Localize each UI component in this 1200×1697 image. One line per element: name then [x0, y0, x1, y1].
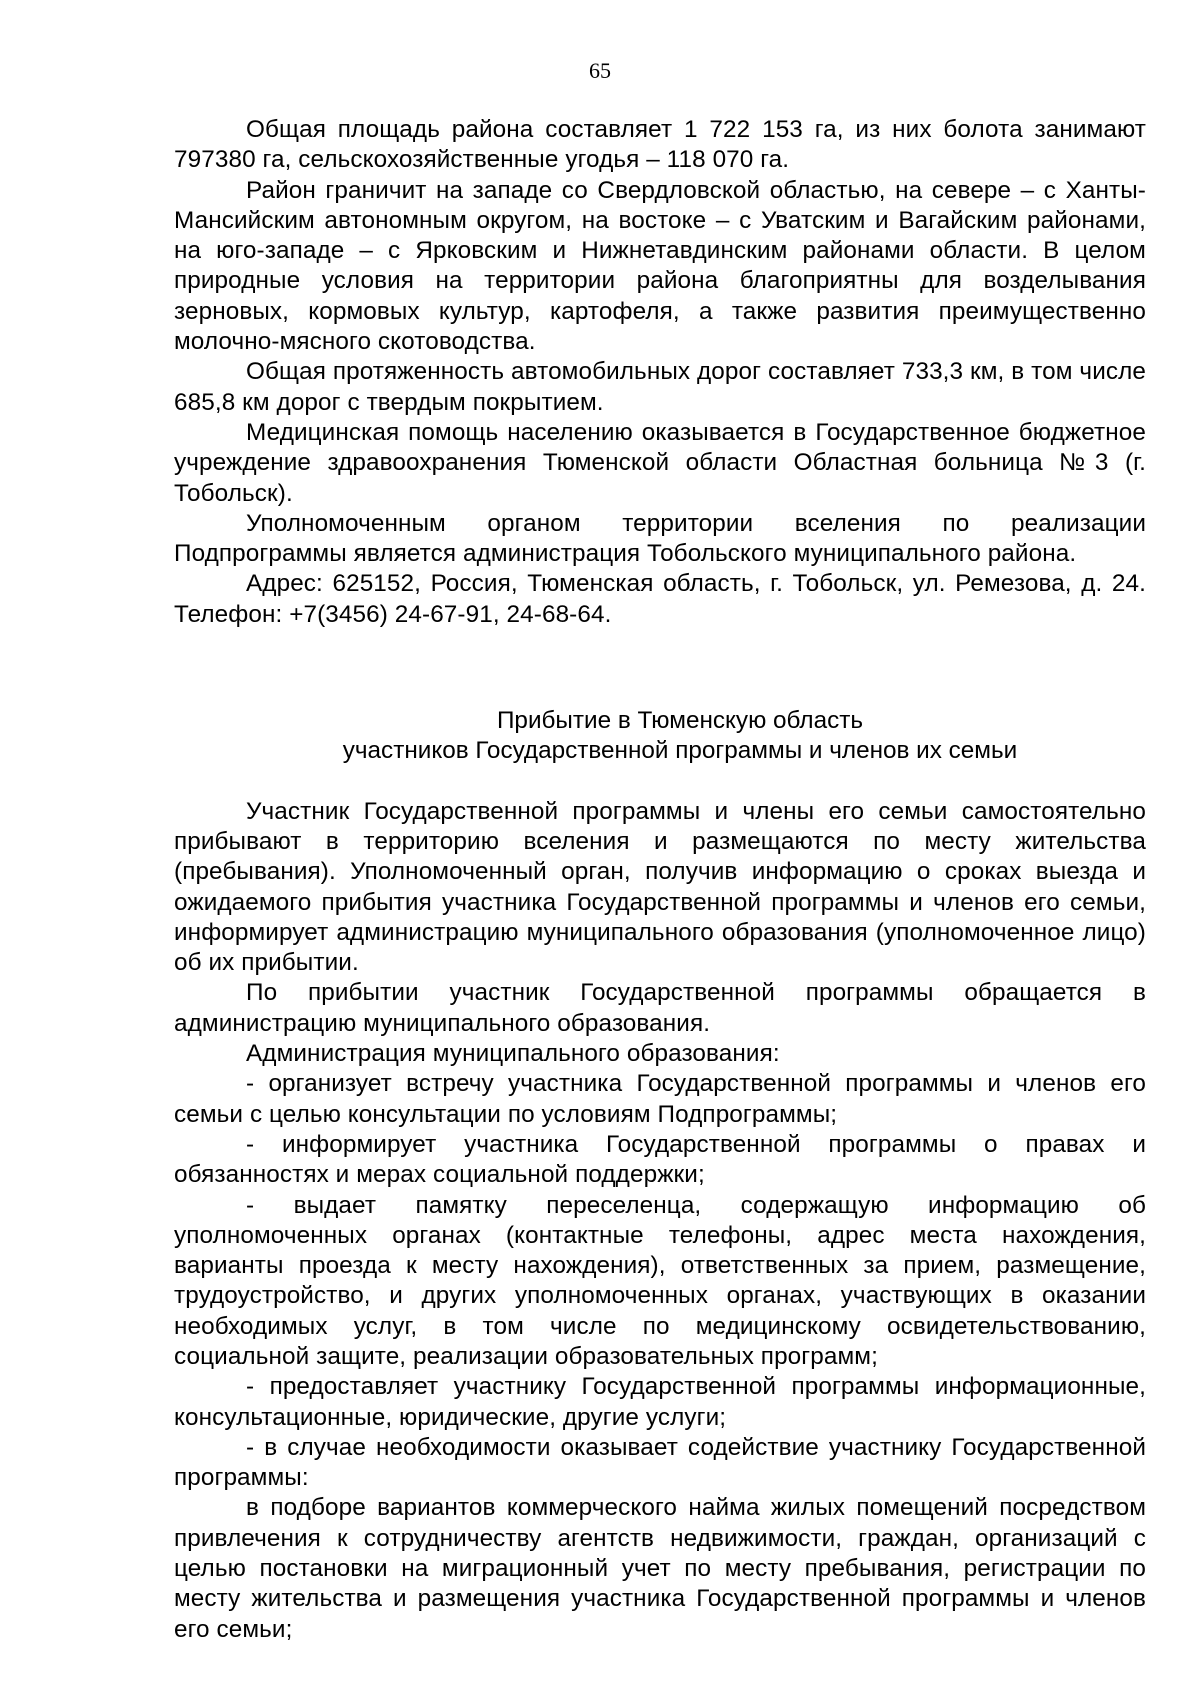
paragraph-admin-intro: Администрация муниципального образования:: [246, 1040, 780, 1068]
paragraph-contact-admin: По прибытии участник Государственной программы обращается в администрацию муниципального образования.: [174, 979, 1146, 1037]
paragraph-medical: Медицинская помощь населению оказывается в Государственное бюджетное учреждение здравоохранения Тюменской области Областная больница №3 (г. Тобольск).: [174, 418, 1146, 507]
section-heading: [174, 706, 1146, 767]
section-heading-line-1: Прибытие в Тюменскую область: [496, 707, 864, 735]
page-number: 65: [589, 58, 611, 83]
paragraph-address: Адрес: 625152, Россия, Тюменская область, г. Тобольск, ул. Ремезова, д. 24. Телефон: +7(3456) 24-67-91, 24-68-64.: [174, 570, 1146, 628]
paragraph-arrival: Участник Государственной программы и члены его семьи самостоятельно прибывают в территорию вселения и размещаются по месту жительства (пребывания). Уполномоченный орган, получив информацию о сроках выезда и ожидаемого прибытия участника Государственной программы и членов его семьи, информирует администрацию муниципального образования (уполномоченное лицо) об их прибытии.: [174, 797, 1146, 977]
paragraph-area: Общая площадь района составляет 1 722 153 га, из них болота занимают 797380 га, сельскохозяйственные угодья – 118 070 га.: [174, 116, 1146, 174]
paragraph-housing: в подборе вариантов коммерческого найма жилых помещений посредством привлечения к сотрудничеству агентств недвижимости, граждан, организаций с целью постановки на миграционный учет по месту пребывания, регистрации по месту жительства и размещения участника Государственной программы и членов его семьи;: [174, 1494, 1146, 1643]
section-heading-line-2: участников Государственной программы и членов их семьи: [342, 737, 1018, 765]
list-item-services: - предоставляет участнику Государственной программы информационные, консультационные, юридические, другие услуги;: [174, 1373, 1146, 1431]
paragraph-borders: Район граничит на западе со Свердловской областью, на севере – с Ханты-Мансийским автономным округом, на востоке – с Уватским и Вагайским районами, на юго-западе – с Ярковским и Нижнетавдинским районами области. В целом природные условия на территории района благоприятны для возделывания зерновых, кормовых культур, картофеля, а также развития преимущественно молочно-мясного скотоводства.: [174, 176, 1146, 356]
list-item-informs: - информирует участника Государственной программы о правах и обязанностях и мерах социальной поддержки;: [174, 1130, 1146, 1189]
list-item-meeting: - организует встречу участника Государственной программы и членов его семьи с целью консультации по условиям Подпрограммы;: [174, 1070, 1146, 1128]
paragraph-roads: Общая протяженность автомобильных дорог составляет 733,3 км, в том числе 685,8 км дорог с твердым покрытием.: [174, 358, 1146, 416]
paragraph-authority: Уполномоченным органом территории вселения по реализации Подпрограммы является администрация Тобольского муниципального района.: [174, 509, 1146, 568]
list-item-memo: - выдает памятку переселенца, содержащую информацию об уполномоченных органах (контактные телефоны, адрес места нахождения, варианты проезда к месту нахождения), ответственных за прием, размещение, трудоустройство, и других уполномоченных органах, участвующих в оказании необходимых услуг, в том числе по медицинскому освидетельствованию, социальной защите, реализации образовательных программ;: [174, 1191, 1146, 1370]
list-item-assistance: - в случае необходимости оказывает содействие участнику Государственной программы:: [174, 1433, 1146, 1492]
document-body: [174, 115, 1146, 1645]
